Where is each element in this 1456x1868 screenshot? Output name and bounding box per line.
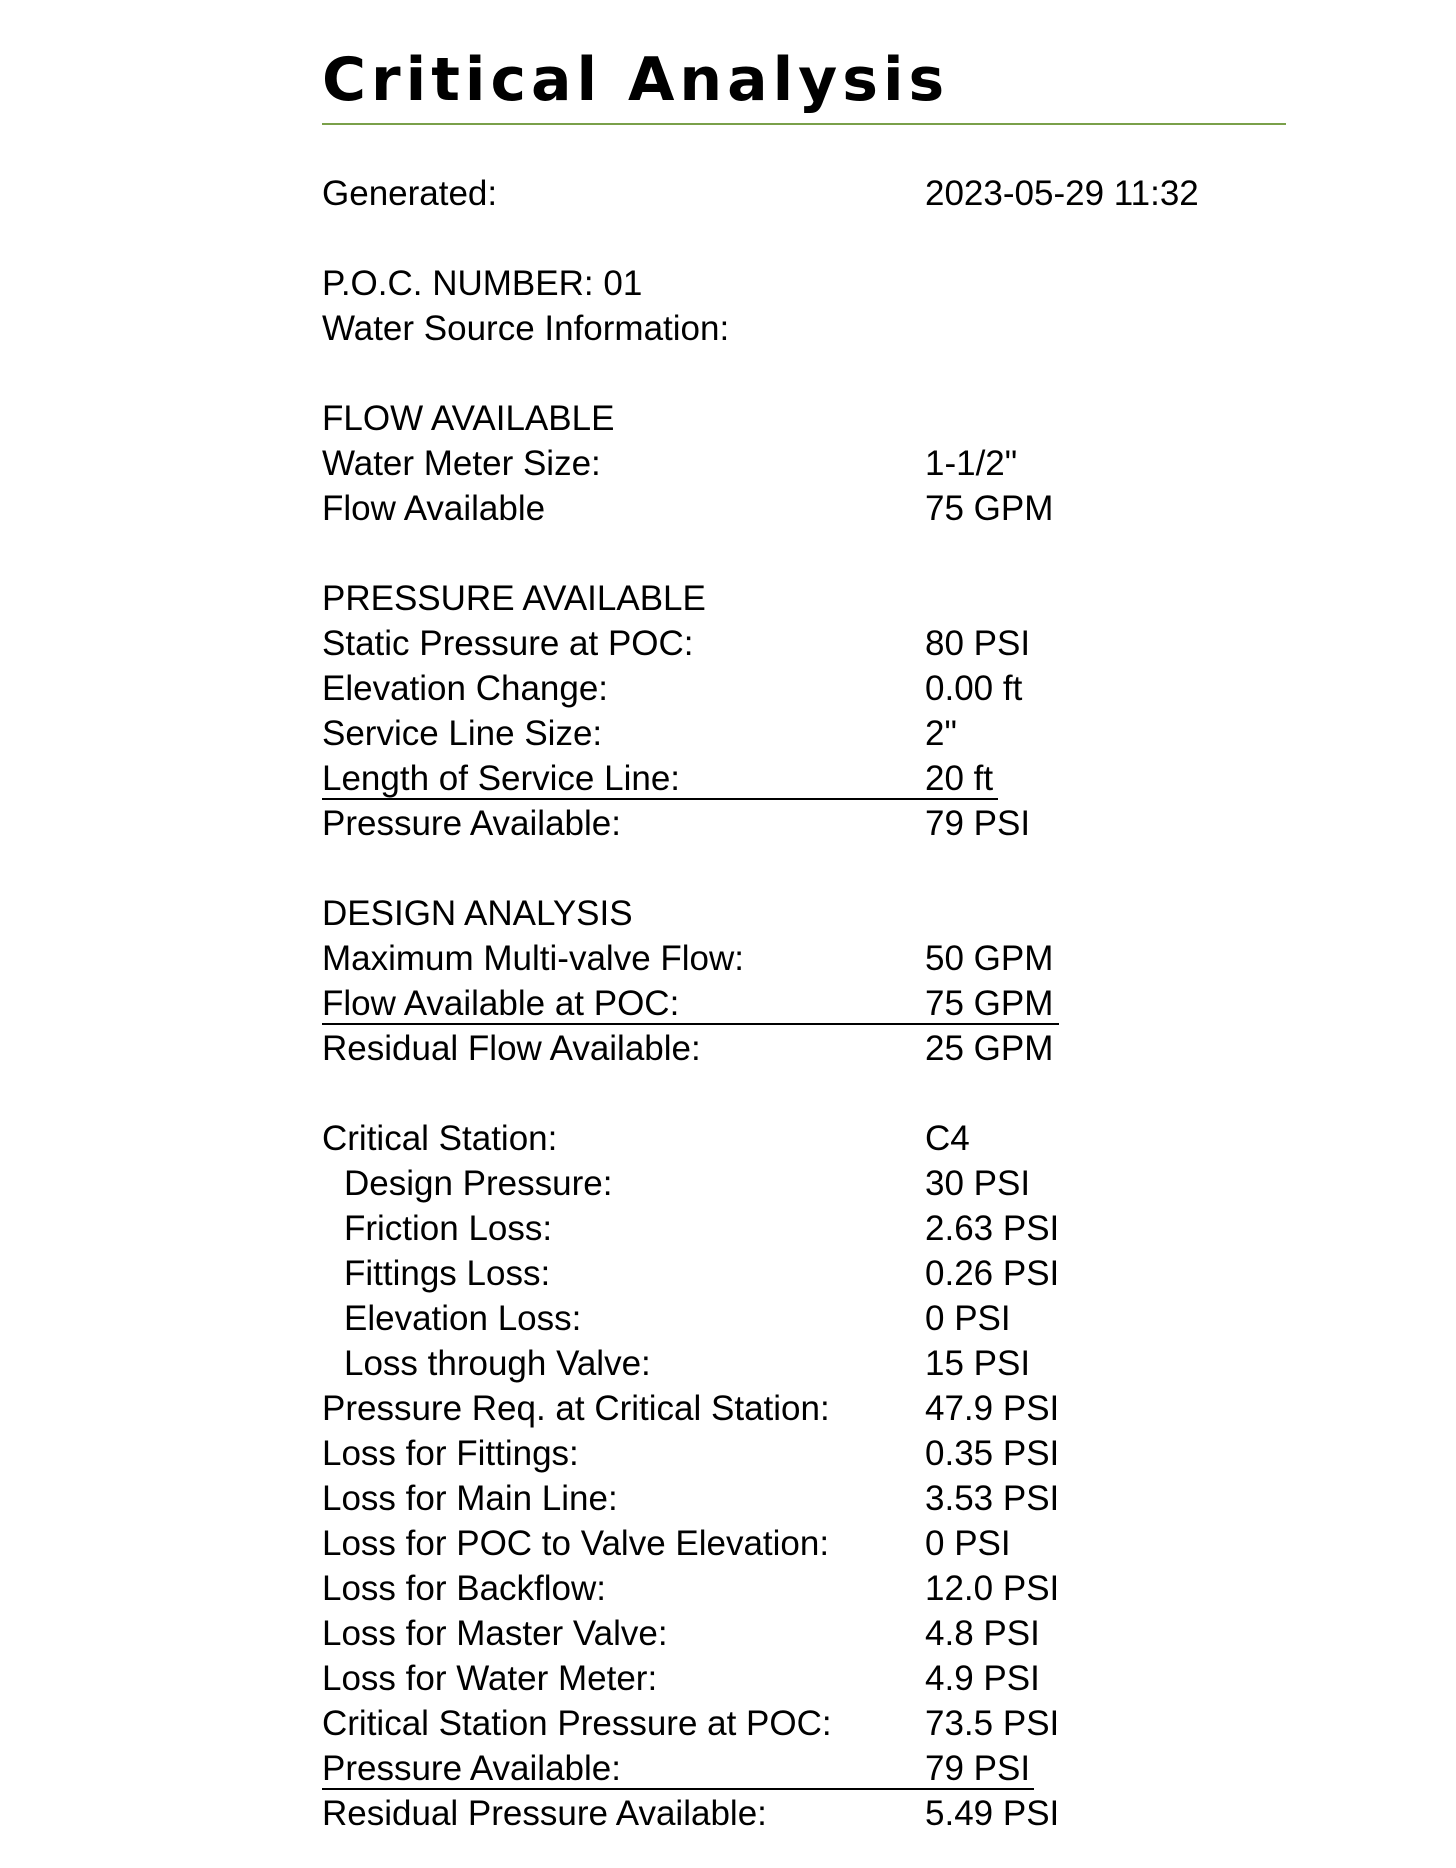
- data-row: [322, 621, 1286, 666]
- generated-value: 2023-05-29 11:32: [925, 174, 1199, 213]
- row-value: 4.8 PSI: [925, 1614, 1040, 1653]
- row-value: 50 GPM: [925, 939, 1054, 978]
- subtotal-rule: [322, 798, 998, 800]
- critical-analysis-document: [322, 44, 1286, 1836]
- generated-label: Generated:: [322, 174, 498, 213]
- row-label: Critical Station:: [322, 1119, 558, 1158]
- subtotal-rule: [322, 1023, 1059, 1025]
- row-value: 80 PSI: [925, 624, 1031, 663]
- data-row: [322, 1611, 1286, 1656]
- data-row: [322, 1161, 1286, 1206]
- row-value: 25 GPM: [925, 1029, 1054, 1068]
- row-label: Loss for Master Valve:: [322, 1614, 668, 1653]
- row-label: Residual Flow Available:: [322, 1029, 701, 1068]
- row-label: Elevation Change:: [322, 669, 609, 708]
- row-value: 0 PSI: [925, 1524, 1011, 1563]
- row-value: 30 PSI: [925, 1164, 1031, 1203]
- row-label: Pressure Available:: [322, 804, 621, 843]
- page-title: Critical Analysis: [322, 45, 950, 115]
- poc-number-label: P.O.C. NUMBER: 01: [322, 264, 643, 303]
- data-row: [322, 486, 1286, 531]
- row-label: Water Meter Size:: [322, 444, 601, 483]
- data-row: [322, 756, 1286, 801]
- data-row: [322, 711, 1286, 756]
- row-label: Critical Station Pressure at POC:: [322, 1704, 832, 1743]
- row-label: Pressure Req. at Critical Station:: [322, 1389, 830, 1428]
- row-value: 75 GPM: [925, 984, 1054, 1023]
- data-row: [322, 1791, 1286, 1836]
- row-label: Loss for POC to Valve Elevation:: [322, 1524, 830, 1563]
- data-row: [322, 1251, 1286, 1296]
- data-row: [322, 1656, 1286, 1701]
- row-label: Design Pressure:: [344, 1164, 613, 1203]
- data-row: [322, 666, 1286, 711]
- row-value: 2": [925, 714, 957, 753]
- poc-number: [322, 261, 1286, 306]
- generated-row: [322, 171, 1286, 216]
- row-value: 12.0 PSI: [925, 1569, 1060, 1608]
- data-row: [322, 441, 1286, 486]
- row-value: 73.5 PSI: [925, 1704, 1060, 1743]
- row-label: Length of Service Line:: [322, 759, 681, 798]
- row-value: 1-1/2": [925, 444, 1018, 483]
- row-label: Loss through Valve:: [344, 1344, 651, 1383]
- section-heading: FLOW AVAILABLE: [322, 399, 615, 438]
- row-value: 3.53 PSI: [925, 1479, 1060, 1518]
- water-source-info: [322, 306, 1286, 351]
- data-row: [322, 1431, 1286, 1476]
- data-row: [322, 1566, 1286, 1611]
- row-value: 15 PSI: [925, 1344, 1031, 1383]
- row-label: Loss for Main Line:: [322, 1479, 618, 1518]
- row-value: 79 PSI: [925, 804, 1031, 843]
- data-row: [322, 1521, 1286, 1566]
- row-label: Pressure Available:: [322, 1749, 621, 1788]
- row-label: Elevation Loss:: [344, 1299, 582, 1338]
- section-heading: PRESSURE AVAILABLE: [322, 579, 706, 618]
- row-label: Loss for Water Meter:: [322, 1659, 658, 1698]
- row-value: 20 ft: [925, 759, 994, 798]
- data-row: [322, 1386, 1286, 1431]
- row-value: C4: [925, 1119, 970, 1158]
- data-row: [322, 1206, 1286, 1251]
- section-heading: DESIGN ANALYSIS: [322, 894, 633, 933]
- row-value: 4.9 PSI: [925, 1659, 1040, 1698]
- data-row: [322, 801, 1286, 846]
- data-row: [322, 981, 1286, 1026]
- row-label: Residual Pressure Available:: [322, 1794, 767, 1833]
- row-value: 2.63 PSI: [925, 1209, 1060, 1248]
- data-row: [322, 1746, 1286, 1791]
- data-row: [322, 1701, 1286, 1746]
- row-label: Flow Available at POC:: [322, 984, 680, 1023]
- subtotal-rule: [322, 1788, 1034, 1790]
- pressure-available-heading: [322, 576, 1286, 621]
- row-value: 79 PSI: [925, 1749, 1031, 1788]
- row-label: Service Line Size:: [322, 714, 603, 753]
- row-value: 5.49 PSI: [925, 1794, 1060, 1833]
- row-label: Loss for Backflow:: [322, 1569, 606, 1608]
- row-value: 0.26 PSI: [925, 1254, 1060, 1293]
- row-label: Friction Loss:: [344, 1209, 553, 1248]
- row-value: 0.00 ft: [925, 669, 1023, 708]
- row-label: Flow Available: [322, 489, 546, 528]
- water-source-label: Water Source Information:: [322, 309, 730, 348]
- data-row: [322, 936, 1286, 981]
- row-label: Maximum Multi-valve Flow:: [322, 939, 744, 978]
- row-value: 0.35 PSI: [925, 1434, 1060, 1473]
- row-value: 47.9 PSI: [925, 1389, 1060, 1428]
- design-analysis-heading: [322, 891, 1286, 936]
- row-value: 75 GPM: [925, 489, 1054, 528]
- row-label: Fittings Loss:: [344, 1254, 551, 1293]
- row-value: 0 PSI: [925, 1299, 1011, 1338]
- data-row: [322, 1341, 1286, 1386]
- flow-available-heading: [322, 396, 1286, 441]
- data-row: [322, 1116, 1286, 1161]
- data-row: [322, 1296, 1286, 1341]
- data-row: [322, 1026, 1286, 1071]
- row-label: Loss for Fittings:: [322, 1434, 579, 1473]
- data-row: [322, 1476, 1286, 1521]
- row-label: Static Pressure at POC:: [322, 624, 694, 663]
